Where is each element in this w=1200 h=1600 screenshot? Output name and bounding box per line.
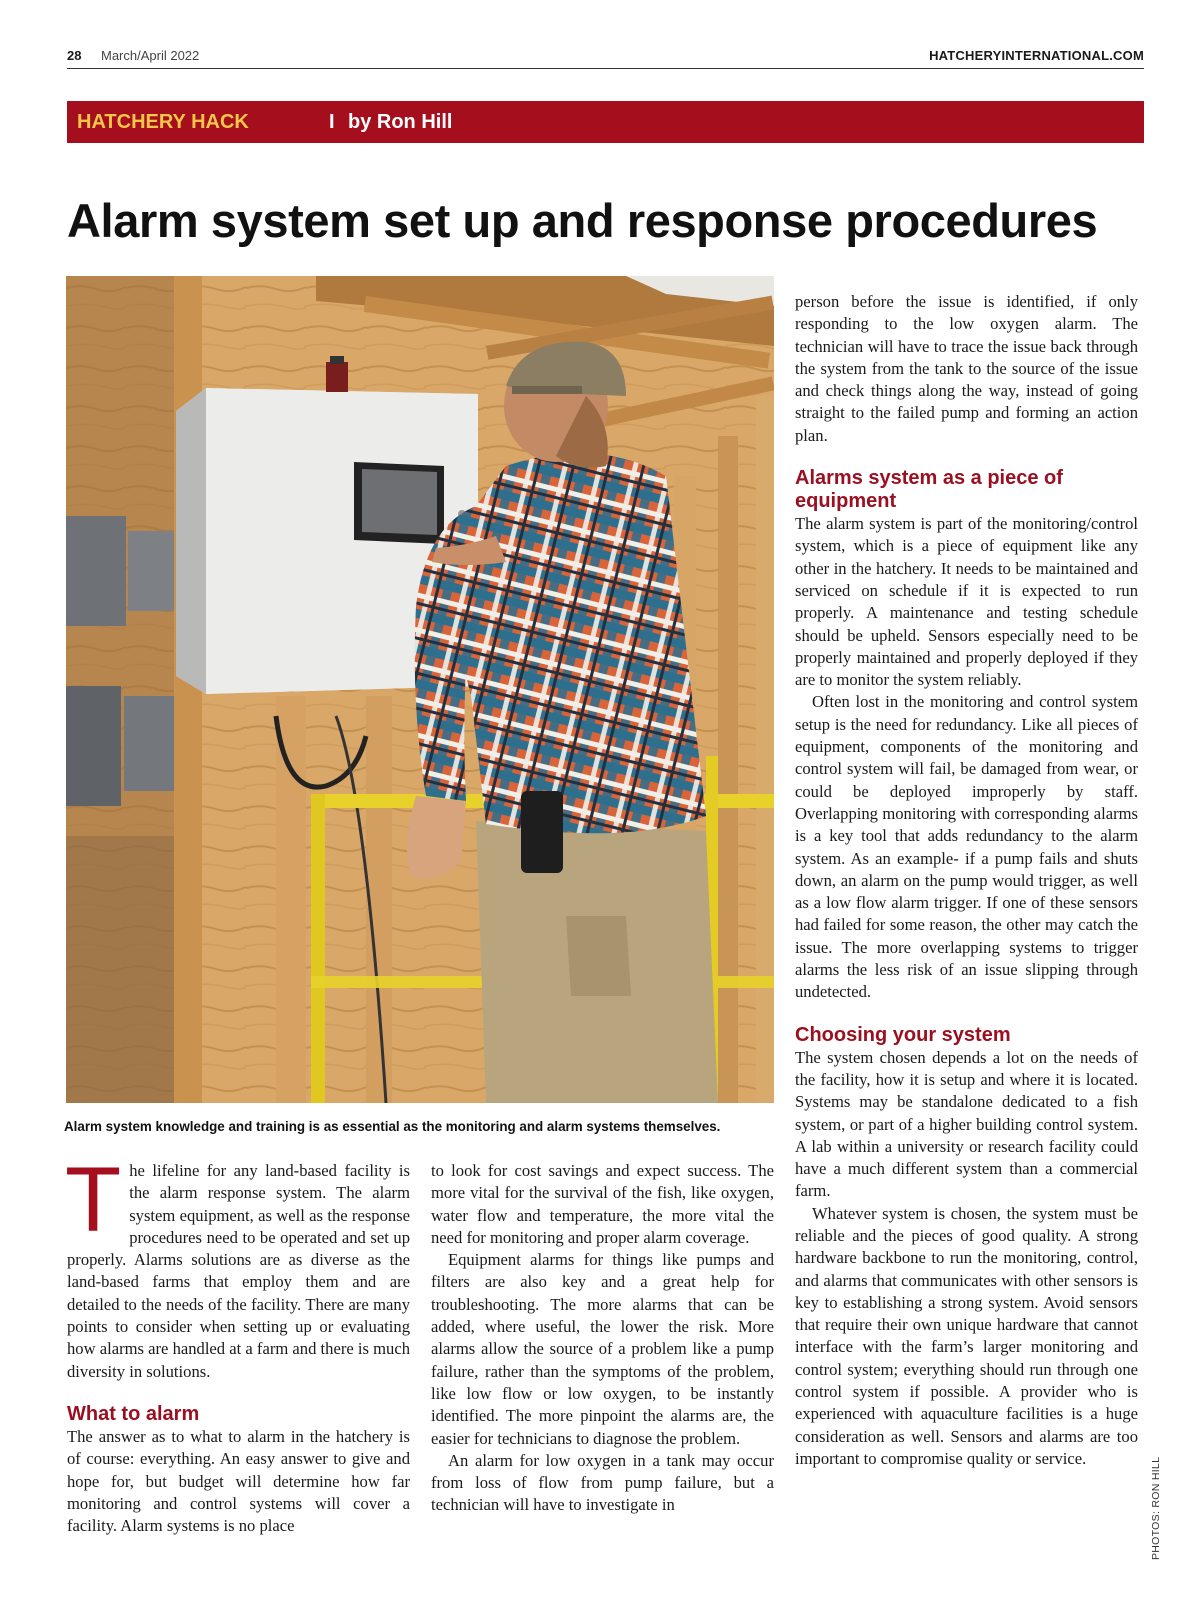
page-number: 28 [67, 48, 82, 63]
paragraph: Often lost in the monitoring and control system setup is the need for redundancy. Like all pieces of equipment, components of the monitoring and control system will fail, be damaged from wear, or could be deployed improperly by staff. Overlapping monitoring with corresponding alarms is a key tool that adds redundancy to the alarm system. As an example- if a pump fails and shuts down, an alarm on the pump would trigger, as well as a low flow alarm trigger. If one of these sensors had failed for some reason, the other may catch the issue. The more overlapping systems to trigger alarms the less risk of an issue slipping through undetected. [795, 692, 1138, 1002]
paragraph: The alarm system is part of the monitoring/control system, which is a piece of equipment like any other in the hatchery. It needs to be maintained and serviced on schedule if it is expected to run properly. A maintenance and testing schedule should be upheld. Sensors especially need to be properly maintained and properly deployed if they are to monitor the system reliably. [795, 514, 1138, 690]
article-photo [66, 276, 774, 1103]
paragraph: The answer as to what to alarm in the hatchery is of course: everything. An easy answer to give and hope for, but budget will determine how far monitoring and control systems will cover a facility. Alarm systems is no place [67, 1426, 410, 1536]
paragraph: person before the issue is identified, if only responding to the low oxygen alarm. The technician will have to trace the issue back through the system from the tank to the source of the issue and check things along the way, instead of going straight to the failed pump and forming an action plan. [795, 292, 1138, 445]
issue-date: March/April 2022 [101, 48, 200, 63]
drop-cap: T [65, 1149, 122, 1251]
byline: by Ron Hill [348, 111, 453, 133]
site-url: HATCHERYINTERNATIONAL.COM [929, 48, 1144, 63]
paragraph: The system chosen depends a lot on the needs of the facility, how it is setup and where it is located. Systems may be standalone dedicated to a fish system, or part of a higher building control system. A lab within a university or research facility could have a much different system than a commercial farm. [795, 1047, 1138, 1201]
photo-caption: Alarm system knowledge and training is as essential as the monitoring and alarm systems themselves. [64, 1119, 721, 1134]
subhead-alarms-system-equipment: Alarms system as a piece of equipment [795, 467, 1063, 513]
subhead-what-to-alarm: What to alarm [67, 1402, 200, 1425]
article-column-2 [431, 1160, 774, 1517]
running-header [67, 46, 1144, 69]
paragraph: to look for cost savings and expect success. The more vital for the survival of the fish, like oxygen, water flow and temperature, the more vital the need for monitoring and proper alarm coverage. [431, 1161, 774, 1247]
paragraph: An alarm for low oxygen in a tank may occur from loss of flow from pump failure, but a technician will have to investigate in [431, 1450, 774, 1515]
intro-text: he lifeline for any land-based facility is the alarm response system. The alarm system equipment, as well as the response procedures need to be operated and set up properly. Alarms solutions are as diverse as the land-based farms that employ them and are detailed to the needs of the facility. There are many points to consider when setting up or evaluating how alarms are handled at a farm and there is much diversity in solutions. [67, 1161, 410, 1381]
paragraph: Equipment alarms for things like pumps and filters are also key and a great help for troubleshooting. The more alarms that can be added, where useful, the lower the risk. More alarms allow the source of a problem like a pump failure, rather than the symptoms of the problem, like low flow or low oxygen, to be instantly identified. The more pinpoint the alarms are, the easier for technicians to diagnose the problem. [431, 1250, 774, 1448]
banner-separator: I [329, 111, 335, 133]
photo-credit: PHOTOS: RON HILL [1150, 1456, 1162, 1560]
article-column-3 [795, 291, 1138, 1470]
intro-paragraph [65, 1149, 410, 1383]
article-column-1 [65, 1149, 410, 1537]
paragraph: Whatever system is chosen, the system must be reliable and the pieces of good quality. A strong hardware backbone to run the monitoring, control, and alarms that communicates with other sensors is key to establishing a strong system. Avoid sensors that require their own unique hardware that cannot interface with the farm’s larger monitoring and control system; everything should run through one control system if possible. A provider who is experienced with aquaculture facilities is a huge consideration as well. Sensors and alarms are too important to compromise quality or service. [795, 1203, 1138, 1468]
section-banner [67, 101, 1144, 143]
article-headline: Alarm system set up and response procedures [67, 194, 1098, 247]
subhead-choosing-your-system: Choosing your system [795, 1023, 1011, 1046]
section-kicker: HATCHERY HACK [77, 111, 249, 133]
